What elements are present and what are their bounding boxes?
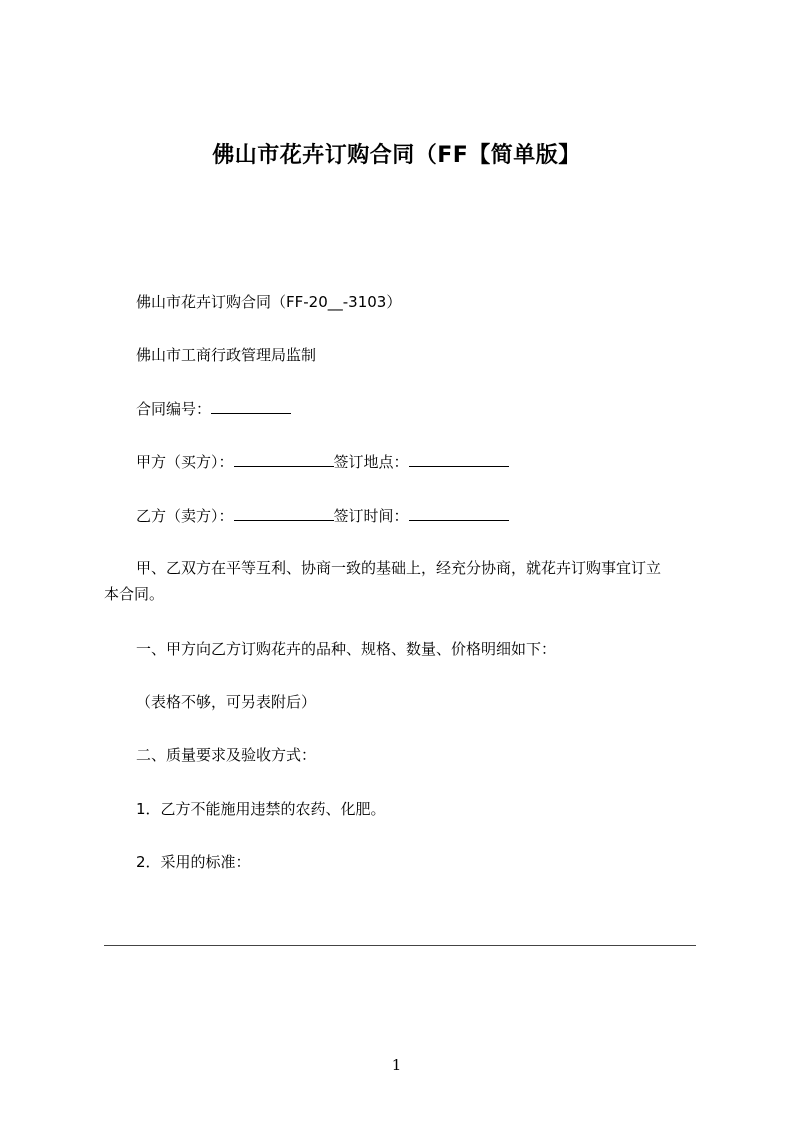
party-a-label: 甲方（买方）： [136,453,234,471]
party-b-blank [234,505,334,521]
sign-place-blank [409,451,509,467]
section-1-heading: 一、甲方向乙方订购花卉的品种、规格、数量、价格明细如下： [136,640,557,658]
party-a-blank [234,451,334,467]
sign-place-label: 签订地点： [333,453,409,471]
contract-number-blank [211,398,291,414]
item-2: 2．采用的标准： [136,853,251,871]
footer-divider [104,945,696,946]
contract-name-line: 佛山市花卉订购合同（FF-20__-3103） [136,293,402,311]
party-a-line [136,450,509,474]
item-1: 1．乙方不能施用违禁的农药、化肥。 [136,800,386,818]
contract-number-label: 合同编号： [136,400,212,418]
page-number: 1 [391,1056,402,1074]
party-b-label: 乙方（卖方）： [136,507,234,525]
supervisor-line: 佛山市工商行政管理局监制 [136,346,317,364]
party-b-line [136,504,509,528]
contract-number-line [136,397,291,421]
table-note: （表格不够，可另表附后） [136,693,317,711]
section-2-heading: 二、质量要求及验收方式： [136,746,317,764]
intro-paragraph-line1: 甲、乙双方在平等互利、协商一致的基础上，经充分协商，就花卉订购事宜订立 [136,559,662,577]
intro-paragraph-line2: 本合同。 [104,585,165,603]
sign-time-blank [409,505,509,521]
sign-time-label: 签订时间： [333,507,409,525]
document-title: 佛山市花卉订购合同（FF【简单版】 [212,143,581,168]
